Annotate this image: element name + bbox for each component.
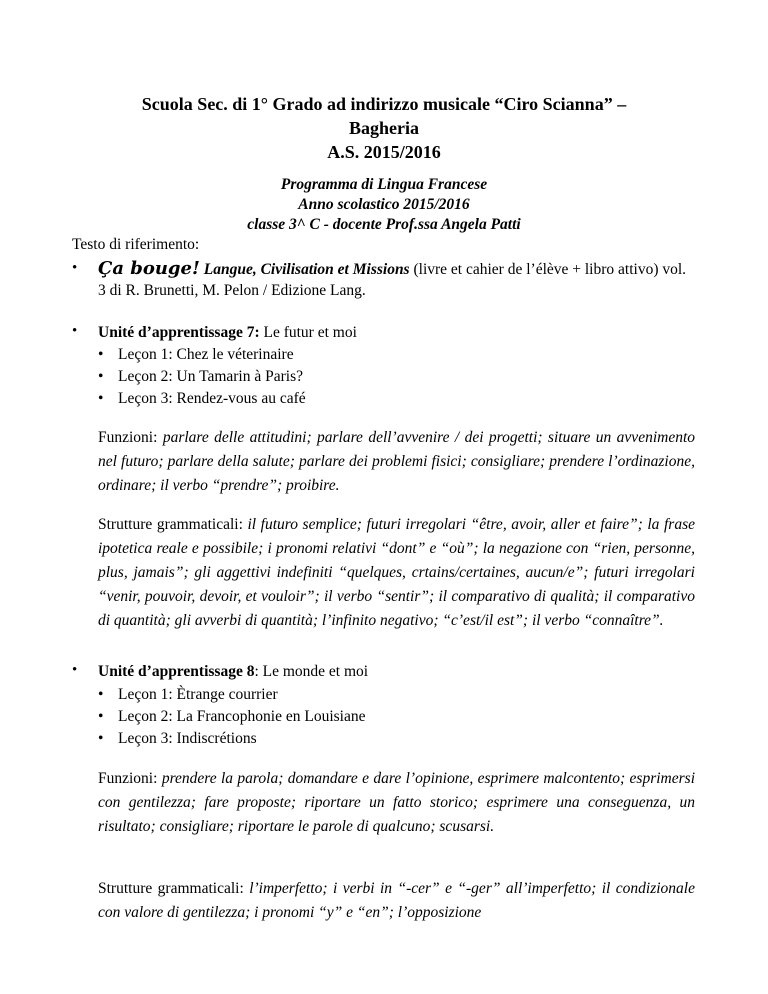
- testo-label: Testo di riferimento:: [72, 236, 200, 253]
- unit7-heading: [98, 322, 695, 343]
- strutture-text: l’imperfetto; i verbi in “-cer” e “-ger” all’imperfetto; il condizionale con valore di gentilezza; i pronomi “y” e “en”; l’opposizione: [98, 880, 695, 921]
- unit8-strutture: [98, 877, 695, 925]
- unit8-heading: [98, 661, 695, 682]
- strutture-label: Strutture grammaticali:: [98, 880, 250, 897]
- list-item: • Leçon 2: Un Tamarin à Paris?: [98, 368, 304, 385]
- bullet-icon: •: [98, 686, 104, 703]
- bullet-icon: •: [98, 390, 104, 407]
- funzioni-label: Funzioni:: [98, 429, 163, 446]
- list-item: • Leçon 3: Indiscrétions: [98, 730, 257, 747]
- bullet-icon: •: [98, 346, 104, 363]
- funzioni-label: Funzioni:: [98, 770, 162, 787]
- school-name: Scuola Sec. di 1° Grado ad indirizzo musicale “Ciro Scianna” –: [141, 94, 627, 114]
- unit7-title: Le futur et moi: [259, 324, 357, 341]
- programma-title: Programma di Lingua Francese: [280, 176, 488, 193]
- bullet-icon: •: [72, 662, 78, 678]
- strutture-label: Strutture grammaticali:: [98, 516, 248, 533]
- strutture-text: il futuro semplice; futuri irregolari “être, avoir, aller et faire”; la frase ipotetica reale e possibile; i pronomi relativi “dont” e “où”; la negazione con “rien, personne, plus, jamais”; gli aggettivi indefiniti “quelques, crtains/certaines, aucun/e”; futuri irregolari “venir, pouvoir, devoir, et vouloir”; il verbo “sentir”; il comparativo di qualità; il comparativo di quantità; gli avverbi di quantità; l’infinito negativo; “c’est/il est”; il verbo “connaître”.: [98, 516, 695, 629]
- programma-class: classe 3^ C - docente Prof.ssa Angela Patti: [247, 216, 521, 233]
- unit8-title: : Le monde et moi: [254, 663, 369, 680]
- unit7-funzioni: [98, 426, 695, 498]
- book-subtitle: Langue, Civilisation et Missions: [203, 261, 410, 278]
- unit7-label: Unité d’apprentissage 7:: [98, 324, 260, 341]
- list-item: • Leçon 3: Rendez-vous au café: [98, 390, 306, 407]
- bullet-icon: •: [98, 730, 104, 747]
- bullet-icon: •: [98, 368, 104, 385]
- bullet-icon: •: [72, 260, 78, 276]
- list-item: • Leçon 1: Ètrange courrier: [98, 686, 278, 703]
- book-reference: [98, 258, 695, 301]
- book-title: Ça bouge!: [98, 258, 200, 279]
- book-details: (livre et cahier de l’élève + libro attivo) vol. 3 di R. Brunetti, M. Pelon / Edizione Lang.: [98, 261, 687, 299]
- school-year: A.S. 2015/2016: [327, 142, 441, 162]
- unit8-label: Unité d’apprentissage 8: [98, 663, 255, 680]
- funzioni-text: parlare delle attitudini; parlare dell’avvenire / dei progetti; situare un avvenimento nel futuro; parlare della salute; parlare dei problemi fisici; consigliare; prendere l’ordinazione, ordinare; il verbo “prendre”; proibire.: [98, 429, 696, 494]
- unit7-strutture: [98, 513, 695, 633]
- unit8-funzioni: [98, 767, 695, 839]
- bullet-icon: •: [98, 708, 104, 725]
- list-item: • Leçon 1: Chez le véterinaire: [98, 346, 294, 363]
- school-city: Bagheria: [349, 118, 419, 138]
- list-item: • Leçon 2: La Francophonie en Louisiane: [98, 708, 366, 725]
- school-header: [60, 92, 708, 164]
- bullet-icon: •: [72, 323, 78, 339]
- funzioni-text: prendere la parola; domandare e dare l’opinione, esprimere malcontento; esprimersi con gentilezza; fare proposte; riportare un fatto storico; esprimere una conseguenza, un risultato; consigliare; riportare le parole di qualcuno; scusarsi.: [98, 770, 695, 835]
- programma-year: Anno scolastico 2015/2016: [298, 196, 470, 213]
- programma-header: [60, 175, 708, 235]
